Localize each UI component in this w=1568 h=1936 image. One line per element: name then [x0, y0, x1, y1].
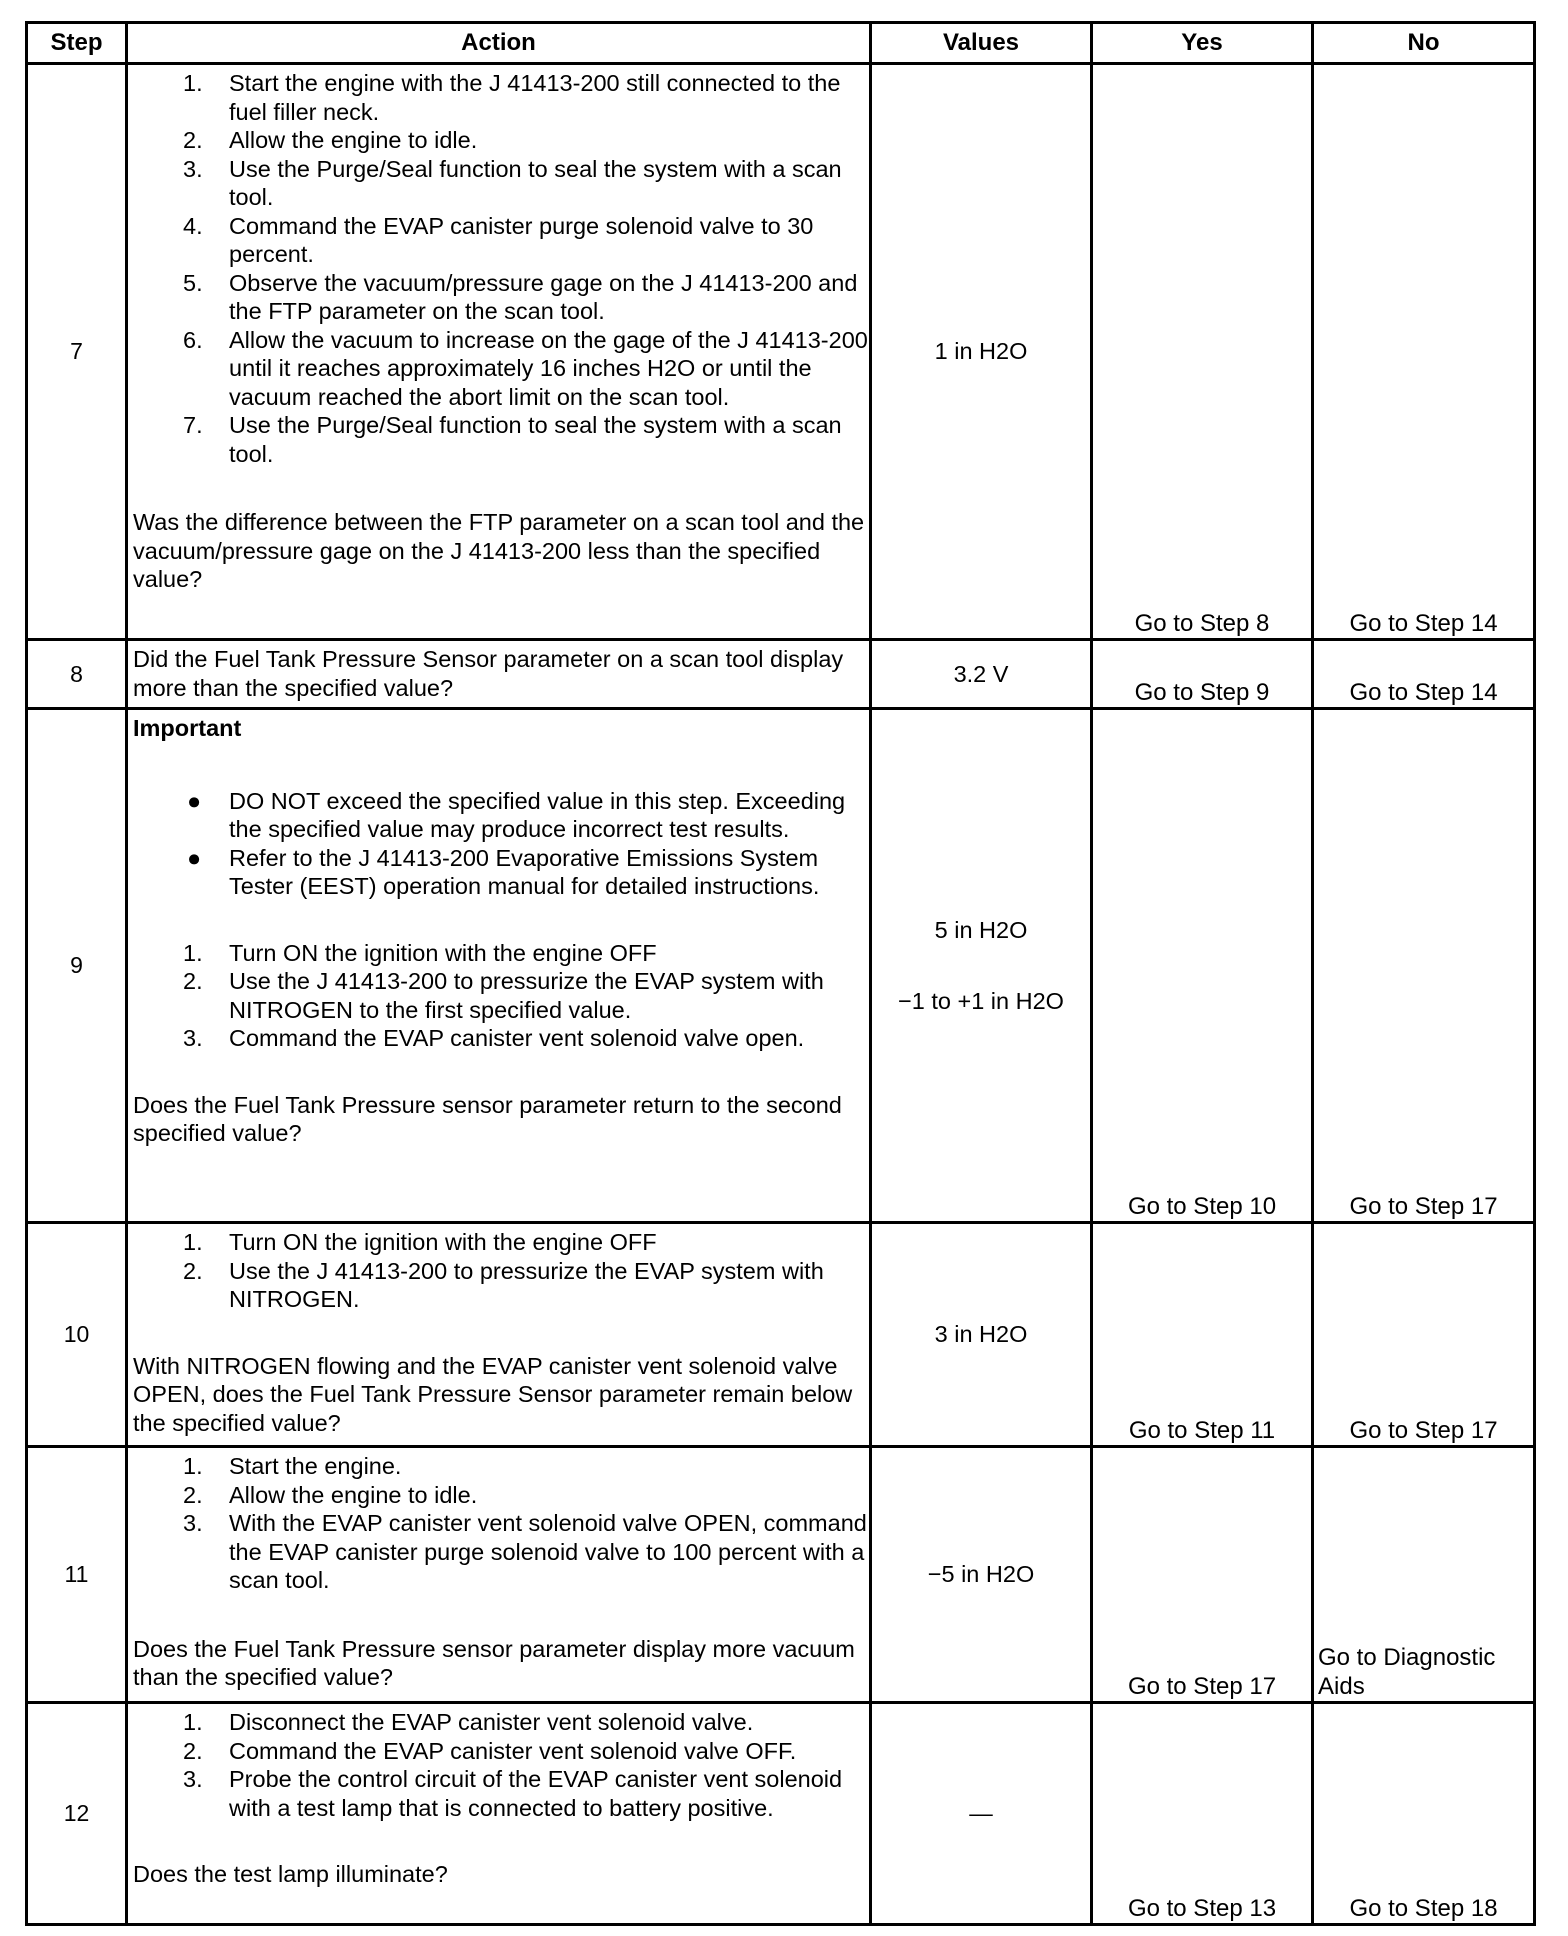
action-cell — [127, 640, 871, 709]
list-item: 2. Allow the engine to idle. — [183, 127, 478, 153]
table-row-step-10 — [27, 1223, 1535, 1447]
value-cell: — — [871, 1703, 1092, 1925]
action-cell — [127, 64, 871, 640]
question-text: Did the Fuel Tank Pressure Sensor parameter on a scan tool display more than the specified value? — [133, 646, 844, 701]
list-item: 1. Start the engine with the J 41413-200 still connected to the fuel filler neck. — [183, 70, 841, 125]
header-values: Values — [871, 23, 1092, 64]
list-item: 1. Turn ON the ignition with the engine OFF — [183, 1229, 657, 1255]
list-item: 2. Command the EVAP canister vent solenoid valve OFF. — [183, 1737, 797, 1764]
yes-link: Go to Step 11 — [1092, 1223, 1313, 1447]
table-row-step-7 — [27, 64, 1535, 640]
table-row-step-12 — [27, 1703, 1535, 1925]
no-link: Go to Step 17 — [1313, 709, 1535, 1223]
list-item: 1. Turn ON the ignition with the engine OFF — [183, 939, 657, 966]
step-number: 11 — [27, 1447, 127, 1703]
action-list — [133, 939, 869, 1053]
list-item: 1. Disconnect the EVAP canister vent solenoid valve. — [183, 1709, 754, 1735]
step-number: 9 — [27, 709, 127, 1223]
header-action: Action — [127, 23, 871, 64]
step-number: 7 — [27, 64, 127, 640]
no-link: Go to Step 17 — [1313, 1223, 1535, 1447]
table-row-step-9 — [27, 709, 1535, 1223]
list-item: 7. Use the Purge/Seal function to seal the system with a scan tool. — [183, 412, 842, 467]
table-row-step-11 — [27, 1447, 1535, 1703]
action-list — [133, 1228, 869, 1314]
value-cell: −5 in H2O — [871, 1447, 1092, 1703]
table-row-step-8 — [27, 640, 1535, 709]
yes-link: Go to Step 13 — [1092, 1703, 1313, 1925]
action-cell — [127, 1447, 871, 1703]
list-item: 2. Use the J 41413-200 to pressurize the EVAP system with NITROGEN. — [183, 1257, 824, 1312]
value-cell: 3 in H2O — [871, 1223, 1092, 1447]
question-text: Does the test lamp illuminate? — [133, 1861, 448, 1887]
yes-link: Go to Step 10 — [1092, 709, 1313, 1223]
yes-link: Go to Step 9 — [1092, 640, 1313, 709]
header-no: No — [1313, 23, 1535, 64]
list-item: 2. Use the J 41413-200 to pressurize the EVAP system with NITROGEN to the first specified value. — [183, 968, 824, 1023]
question-text: With NITROGEN flowing and the EVAP canister vent solenoid valve OPEN, does the Fuel Tank Pressure Sensor parameter remain below the specified value? — [133, 1352, 853, 1436]
step-number: 12 — [27, 1703, 127, 1925]
action-cell — [127, 1223, 871, 1447]
list-item: 3. Use the Purge/Seal function to seal the system with a scan tool. — [183, 155, 842, 210]
value-cell: 3.2 V — [871, 640, 1092, 709]
action-cell — [127, 709, 871, 1223]
yes-link: Go to Step 17 — [1092, 1447, 1313, 1703]
important-heading: Important — [133, 715, 242, 741]
yes-link: Go to Step 8 — [1092, 64, 1313, 640]
diagnostic-table — [25, 21, 1536, 1926]
value-second: −1 to +1 in H2O — [898, 987, 1064, 1014]
header-yes: Yes — [1092, 23, 1313, 64]
no-link: Go to Step 18 — [1313, 1703, 1535, 1925]
list-item: 5. Observe the vacuum/pressure gage on the J 41413-200 and the FTP parameter on the scan tool. — [183, 269, 858, 324]
action-cell — [127, 1703, 871, 1925]
list-item: ● DO NOT exceed the specified value in this step. Exceeding the specified value may produce incorrect test results. — [187, 787, 846, 842]
list-item: 4. Command the EVAP canister purge solenoid valve to 30 percent. — [183, 212, 814, 267]
question-text: Was the difference between the FTP parameter on a scan tool and the vacuum/pressure gage on the J 41413-200 less than the specified value? — [133, 509, 865, 592]
question-text: Does the Fuel Tank Pressure sensor parameter return to the second specified value? — [133, 1091, 842, 1146]
action-list — [133, 69, 869, 468]
step-number: 8 — [27, 640, 127, 709]
important-bullets — [133, 787, 869, 901]
question-text: Does the Fuel Tank Pressure sensor parameter display more vacuum than the specified value? — [133, 1635, 855, 1690]
action-list — [133, 1708, 869, 1822]
list-item: 1. Start the engine. — [183, 1453, 402, 1479]
action-list — [133, 1452, 869, 1595]
header-row — [27, 23, 1535, 64]
list-item: 3. With the EVAP canister vent solenoid valve OPEN, command the EVAP canister purge solenoid valve to 100 percent with a scan tool. — [183, 1510, 867, 1593]
list-item: ● Refer to the J 41413-200 Evaporative Emissions System Tester (EEST) operation manual for detailed instructions. — [187, 844, 820, 899]
list-item: 3. Probe the control circuit of the EVAP canister vent solenoid with a test lamp that is connected to battery positive. — [183, 1766, 843, 1821]
value-cell: 1 in H2O — [871, 64, 1092, 640]
list-item: 2. Allow the engine to idle. — [183, 1481, 478, 1508]
value-first: 5 in H2O — [934, 916, 1028, 943]
no-link: Go to Step 14 — [1313, 64, 1535, 640]
list-item: 6. Allow the vacuum to increase on the gage of the J 41413-200 until it reaches approximately 16 inches H2O or until the vacuum reached the abort limit on the scan tool. — [183, 326, 868, 410]
list-item: 3. Command the EVAP canister vent solenoid valve open. — [183, 1025, 805, 1051]
value-cell — [871, 709, 1092, 1223]
no-link: Go to Step 14 — [1313, 640, 1535, 709]
header-step: Step — [27, 23, 127, 64]
no-link: Go to Diagnostic Aids — [1313, 1447, 1535, 1703]
step-number: 10 — [27, 1223, 127, 1447]
